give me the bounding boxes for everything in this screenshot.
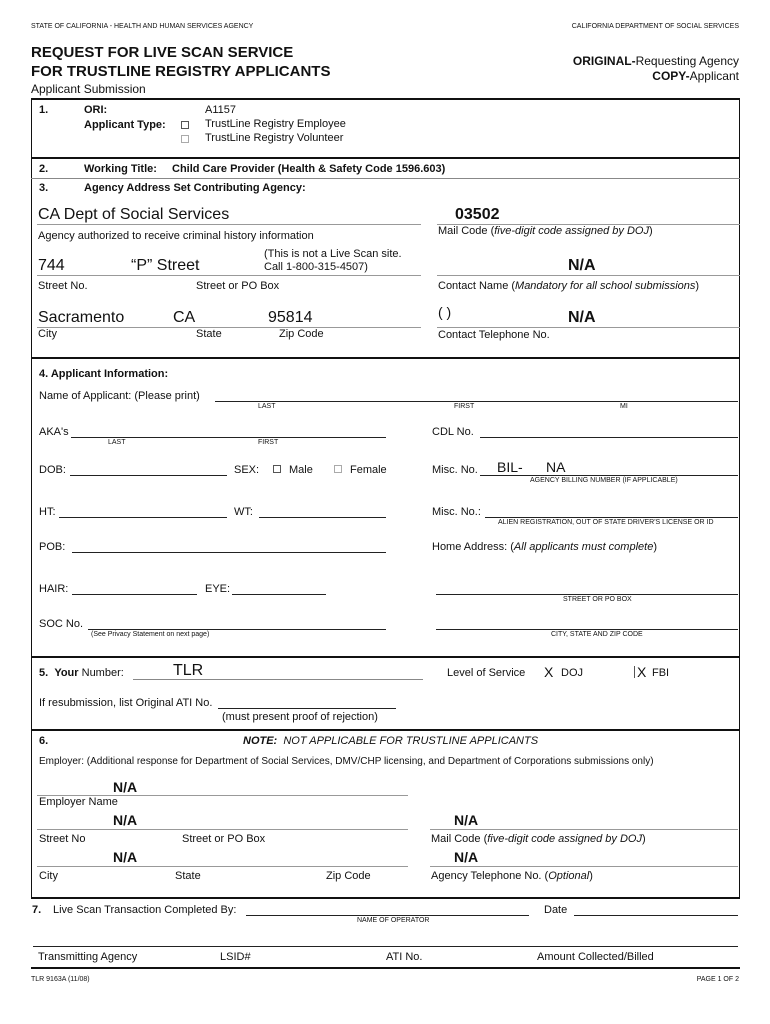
lsid-caption: LSID# xyxy=(220,951,251,963)
misc2-caption: ALIEN REGISTRATION, OUT OF STATE DRIVER'S LICENSE OR ID xyxy=(498,519,714,526)
misc-no-caption: AGENCY BILLING NUMBER (IF APPLICABLE) xyxy=(530,477,678,484)
your-number-value[interactable]: TLR xyxy=(173,662,204,679)
copy-original: ORIGINAL-Requesting Agency xyxy=(572,54,739,68)
divider xyxy=(31,897,740,899)
street-no-value[interactable]: 744 xyxy=(38,257,65,274)
agency-right: CALIFORNIA DEPARTMENT OF SOCIAL SERVICES xyxy=(571,23,739,30)
option-volunteer: TrustLine Registry Volunteer xyxy=(205,132,344,144)
employer-name-caption: Employer Name xyxy=(39,796,118,808)
contact-caption: Contact Name (Mandatory for all school submissions) xyxy=(438,280,700,292)
resubmission-input-line[interactable] xyxy=(218,708,396,709)
completed-by-label: Live Scan Transaction Completed By: xyxy=(53,904,237,916)
female-checkbox[interactable] xyxy=(334,465,342,473)
aka-label: AKA's xyxy=(39,426,69,438)
level-of-service-label: Level of Service xyxy=(447,667,526,679)
section-1-number: 1. xyxy=(39,104,49,116)
section-3-number: 3. xyxy=(39,182,49,194)
divider xyxy=(31,729,740,731)
privacy-caption: (See Privacy Statement on next page) xyxy=(91,631,210,638)
working-title-value: Child Care Provider (Health & Safety Code 1596.603) xyxy=(172,163,446,175)
divider xyxy=(31,157,740,159)
option-employee: TrustLine Registry Employee xyxy=(205,118,346,130)
eye-label: EYE: xyxy=(205,583,231,595)
wt-input-line[interactable] xyxy=(259,517,386,518)
name-label: Name of Applicant: (Please print) xyxy=(39,390,200,402)
ori-label: ORI: xyxy=(84,104,108,116)
section-6-number: 6. xyxy=(39,735,49,747)
agency-caption: Agency authorized to receive criminal history information xyxy=(38,230,314,242)
street-no-caption: Street No. xyxy=(38,280,88,292)
hair-label: HAIR: xyxy=(39,583,69,595)
soc-input-line[interactable] xyxy=(88,629,386,630)
right-rule xyxy=(739,98,740,898)
your-number-line xyxy=(133,679,423,680)
zip-caption: Zip Code xyxy=(279,328,324,340)
left-rule xyxy=(31,98,32,898)
ati-caption: ATI No. xyxy=(386,951,423,963)
city-value[interactable]: Sacramento xyxy=(38,309,125,326)
misc-no-label: Misc. No. xyxy=(432,464,478,476)
home-address-label: Home Address: (All applicants must complete) xyxy=(432,541,657,553)
employer-line: Employer: (Additional response for Department of Social Services, DMV/CHP licensing, and Department of Corporations submissions only) xyxy=(39,756,654,767)
doj-mark[interactable]: X xyxy=(544,664,554,680)
page-number: PAGE 1 OF 2 xyxy=(696,976,739,983)
pob-label: POB: xyxy=(39,541,66,553)
employer-street-line xyxy=(37,829,408,830)
applicant-type-label: Applicant Type: xyxy=(84,119,166,131)
employer-zip-caption: Zip Code xyxy=(326,870,371,882)
live-scan-note-line2: Call 1-800-315-4507) xyxy=(264,261,368,273)
home-city-line[interactable] xyxy=(436,629,738,630)
phone-line xyxy=(437,327,740,328)
transaction-line[interactable] xyxy=(33,946,738,947)
divider xyxy=(31,357,740,359)
dob-label: DOB: xyxy=(39,464,66,476)
mi-caption: MI xyxy=(620,403,628,410)
live-scan-note-line1: (This is not a Live Scan site. xyxy=(264,248,402,260)
wt-label: WT: xyxy=(234,506,253,518)
misc2-input-line[interactable] xyxy=(485,517,738,518)
aka-first-caption: FIRST xyxy=(258,439,279,446)
mail-code-caption: Mail Code (five-digit code assigned by DOJ) xyxy=(438,225,653,237)
date-input-line[interactable] xyxy=(574,915,738,916)
misc2-label: Misc. No.: xyxy=(432,506,481,518)
hair-input-line[interactable] xyxy=(72,594,197,595)
employer-mail-line xyxy=(430,829,738,830)
eye-input-line[interactable] xyxy=(232,594,326,595)
state-caption: State xyxy=(196,328,222,340)
copy-applicant: COPY-Applicant xyxy=(652,69,739,83)
volunteer-checkbox[interactable] xyxy=(181,135,189,143)
agency-left: STATE OF CALIFORNIA - HEALTH AND HUMAN SERVICES AGENCY xyxy=(31,23,254,30)
section-7-number: 7. xyxy=(32,904,42,916)
dob-input-line[interactable] xyxy=(70,475,227,476)
pob-input-line[interactable] xyxy=(72,552,386,553)
date-label: Date xyxy=(544,904,568,916)
home-city-caption: CITY, STATE AND ZIP CODE xyxy=(551,631,643,638)
misc-no-line xyxy=(480,475,738,476)
first-caption: FIRST xyxy=(454,403,475,410)
state-value[interactable]: CA xyxy=(173,309,196,326)
employer-city-line xyxy=(37,866,408,867)
misc-no-value1[interactable]: BIL- xyxy=(497,459,523,475)
aka-last-caption: LAST xyxy=(108,439,126,446)
doj-label: DOJ xyxy=(561,667,583,679)
phone-value[interactable]: N/A xyxy=(568,309,596,326)
form-subtitle: Applicant Submission xyxy=(31,82,146,96)
fbi-box-edge xyxy=(634,666,635,678)
contact-name-value[interactable]: N/A xyxy=(568,257,596,274)
last-caption: LAST xyxy=(258,403,276,410)
male-label: Male xyxy=(289,464,313,476)
employer-phone-line xyxy=(430,866,738,867)
employer-street-no-caption: Street No xyxy=(39,833,86,845)
employer-city-value[interactable]: N/A xyxy=(113,849,138,865)
male-checkbox[interactable] xyxy=(273,465,281,473)
amount-caption: Amount Collected/Billed xyxy=(537,951,654,963)
misc-no-value2[interactable]: NA xyxy=(546,459,566,475)
bottom-rule xyxy=(31,967,740,969)
employer-phone-value[interactable]: N/A xyxy=(454,849,479,865)
employer-city-caption: City xyxy=(39,870,58,882)
street-name-value[interactable]: “P” Street xyxy=(131,257,200,274)
resubmission-caption: (must present proof of rejection) xyxy=(222,711,378,723)
your-number-label: 5. Your Number: xyxy=(39,667,124,679)
employer-name-value[interactable]: N/A xyxy=(113,779,138,795)
street-caption: Street or PO Box xyxy=(196,280,280,292)
form-number: TLR 9163A (11/08) xyxy=(31,976,90,983)
section-6-note: NOTE: NOT APPLICABLE FOR TRUSTLINE APPLICANTS xyxy=(243,735,539,747)
cdl-input-line[interactable] xyxy=(480,437,738,438)
mail-code-value[interactable]: 03502 xyxy=(455,206,500,223)
ht-input-line[interactable] xyxy=(59,517,227,518)
contact-name-line xyxy=(437,275,740,276)
cdl-label: CDL No. xyxy=(432,426,474,438)
operator-caption: NAME OF OPERATOR xyxy=(357,917,430,924)
form-title-line2: FOR TRUSTLINE REGISTRY APPLICANTS xyxy=(31,63,331,80)
ori-value: A1157 xyxy=(205,104,236,116)
agency-name-value[interactable]: CA Dept of Social Services xyxy=(38,206,230,223)
home-street-line[interactable] xyxy=(436,594,738,595)
employer-mail-caption: Mail Code (five-digit code assigned by DOJ) xyxy=(431,833,646,845)
agency-name-line xyxy=(37,224,421,225)
resubmission-label: If resubmission, list Original ATI No. xyxy=(39,697,213,709)
soc-label: SOC No. xyxy=(39,618,84,630)
divider xyxy=(31,178,740,179)
city-line xyxy=(37,327,421,328)
transmitting-agency-caption: Transmitting Agency xyxy=(38,951,138,963)
employer-mail-code-value[interactable]: N/A xyxy=(454,812,479,828)
phone-area-code[interactable]: ( ) xyxy=(438,304,452,320)
street-line xyxy=(37,275,421,276)
divider xyxy=(31,656,740,658)
employer-phone-caption: Agency Telephone No. (Optional) xyxy=(431,870,593,882)
home-street-caption: STREET OR PO BOX xyxy=(563,596,632,603)
employee-checkbox[interactable] xyxy=(181,121,189,129)
name-input-line[interactable] xyxy=(215,401,738,402)
applicant-info-label: 4. Applicant Information: xyxy=(39,368,169,380)
phone-caption: Contact Telephone No. xyxy=(438,329,550,341)
city-caption: City xyxy=(38,328,57,340)
fbi-label: FBI xyxy=(652,667,670,679)
zip-value[interactable]: 95814 xyxy=(268,309,313,326)
operator-input-line[interactable] xyxy=(246,915,529,916)
employer-state-caption: State xyxy=(175,870,201,882)
ht-label: HT: xyxy=(39,506,56,518)
section-2-number: 2. xyxy=(39,163,49,175)
fbi-mark[interactable]: X xyxy=(637,664,647,680)
sex-label: SEX: xyxy=(234,464,260,476)
aka-input-line[interactable] xyxy=(71,437,386,438)
female-label: Female xyxy=(350,464,387,476)
working-title-label: Working Title: xyxy=(84,163,157,175)
agency-address-label: Agency Address Set Contributing Agency: xyxy=(84,182,306,194)
employer-street-value[interactable]: N/A xyxy=(113,812,138,828)
top-rule xyxy=(31,98,740,100)
employer-street-caption: Street or PO Box xyxy=(182,833,266,845)
form-title-line1: REQUEST FOR LIVE SCAN SERVICE xyxy=(31,44,294,61)
